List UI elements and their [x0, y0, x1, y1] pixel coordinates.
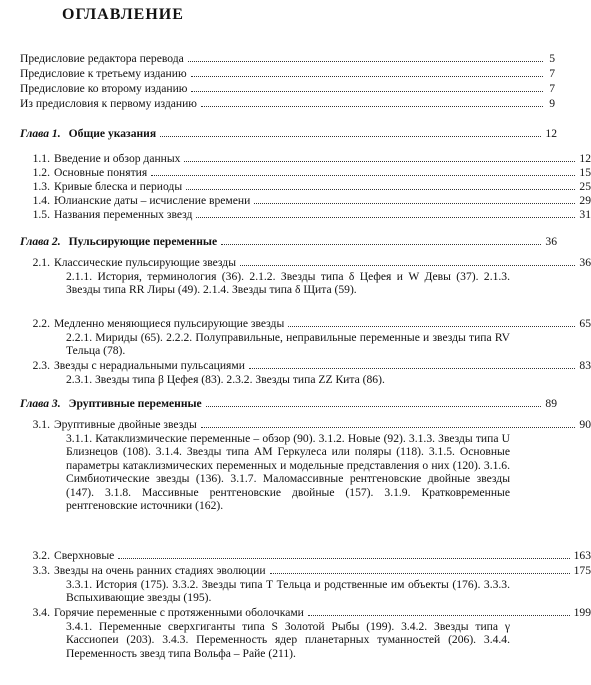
section-title: Кривые блеска и периоды [54, 180, 183, 193]
chapter-2-heading[interactable] [20, 235, 557, 249]
chapter-title: Общие указания [68, 127, 157, 140]
section-3-4[interactable] [20, 606, 591, 620]
section-title: Классические пульсирующие звезды [54, 256, 236, 269]
dot-leader [151, 175, 575, 176]
section-3-1[interactable] [20, 418, 591, 432]
chapter-label: Глава 2. [20, 235, 61, 248]
dot-leader [288, 326, 575, 327]
dot-leader [191, 76, 543, 77]
page-number: 83 [579, 359, 591, 372]
dot-leader [206, 406, 542, 407]
section-1-4[interactable] [20, 194, 591, 208]
section-2-1[interactable] [20, 256, 591, 270]
chapter-title: Эруптивные переменные [68, 397, 202, 410]
dot-leader [196, 217, 575, 218]
entry-title: Предисловие ко второму изданию [20, 82, 188, 95]
page-number: 65 [579, 317, 591, 330]
section-number: 1.4. [32, 194, 50, 207]
dot-leader [270, 573, 570, 574]
section-2-3[interactable] [20, 359, 591, 373]
entry-title: Из предисловия к первому изданию [20, 97, 197, 110]
dot-leader [221, 244, 541, 245]
section-number: 1.3. [32, 180, 50, 193]
section-title: Названия переменных звезд [54, 208, 193, 221]
page-number: 12 [579, 152, 591, 165]
section-title: Сверхновые [54, 549, 115, 562]
section-title: Основные понятия [54, 166, 148, 179]
dot-leader [186, 189, 575, 190]
section-number: 2.2. [32, 317, 50, 330]
section-number: 3.4. [32, 606, 50, 619]
chapter-1-heading[interactable] [20, 127, 557, 141]
entry-title: Предисловие к третьему изданию [20, 67, 187, 80]
dot-leader [160, 136, 541, 137]
chapter-label: Глава 3. [20, 397, 61, 410]
section-number: 2.3. [32, 359, 50, 372]
dot-leader [254, 203, 575, 204]
chapter-label: Глава 1. [20, 127, 61, 140]
chapter-title: Пульсирующие переменные [68, 235, 218, 248]
section-title: Горячие переменные с протяженными оболочками [54, 606, 304, 619]
page-number: 163 [573, 549, 591, 562]
toc-entry-front-4[interactable] [20, 97, 555, 111]
dot-leader [249, 368, 575, 369]
section-3-2[interactable] [20, 549, 591, 563]
section-number: 1.2. [32, 166, 50, 179]
section-title: Юлианские даты – исчисление времени [54, 194, 251, 207]
page-title: ОГЛАВЛЕНИЕ [62, 6, 184, 23]
subsections-3-3: 3.3.1. История (175). 3.3.2. Звезды типа Т Тельца и родственные им объекты (176). 3.3.3. Вспыхивающие звезды (195). [66, 578, 510, 605]
dot-leader [191, 91, 543, 92]
section-title: Эруптивные двойные звезды [54, 418, 197, 431]
section-number: 2.1. [32, 256, 50, 269]
subsections-3-4: 3.4.1. Переменные сверхгиганты типа S Золотой Рыбы (199). 3.4.2. Звезды типа γ Кассиопеи (203). 3.4.3. Переменность ядер планетарных туманностей (206). 3.4.4. Переменность звезд типа Вольфа – Райе (211). [66, 620, 510, 660]
page-number: 5 [549, 52, 555, 65]
section-number: 1.5. [32, 208, 50, 221]
section-number: 3.3. [32, 564, 50, 577]
page-number: 36 [579, 256, 591, 269]
section-title: Введение и обзор данных [54, 152, 181, 165]
dot-leader [201, 106, 543, 107]
section-number: 3.2. [32, 549, 50, 562]
section-title: Звезды с нерадиальными пульсациями [54, 359, 245, 372]
page-number: 9 [549, 97, 555, 110]
section-1-5[interactable] [20, 208, 591, 222]
page-number: 90 [579, 418, 591, 431]
section-3-3[interactable] [20, 564, 591, 578]
page-number: 12 [545, 127, 557, 140]
subsections-3-1: 3.1.1. Катаклизмические переменные – обзор (90). 3.1.2. Новые (92). 3.1.3. Звезды типа U Близнецов (108). 3.1.4. Звезды типа AM Геркулеса или поляры (118). 3.1.5. Основные параметры катаклизмических переменных и модельные представления о них (120). 3.1.6. Симбиотические звезды (136). 3.1.7. Маломассивные рентгеновские двойные звезды (147). 3.1.8. Массивные рентгеновские двойные (157). 3.1.9. Кратковременные рентгеновские источники (162). [66, 432, 510, 513]
dot-leader [201, 427, 576, 428]
section-number: 1.1. [32, 152, 50, 165]
subsections-2-2: 2.2.1. Мириды (65). 2.2.2. Полуправильные, неправильные переменные и звезды типа RV Тельца (78). [66, 331, 510, 358]
chapter-3-heading[interactable] [20, 397, 557, 411]
page-number: 31 [579, 208, 591, 221]
page-number: 199 [573, 606, 591, 619]
subsections-2-3: 2.3.1. Звезды типа β Цефея (83). 2.3.2. Звезды типа ZZ Кита (86). [66, 373, 385, 386]
entry-title: Предисловие редактора перевода [20, 52, 184, 65]
page-number: 29 [579, 194, 591, 207]
page-number: 7 [549, 82, 555, 95]
section-title: Медленно меняющиеся пульсирующие звезды [54, 317, 285, 330]
dot-leader [240, 265, 575, 266]
page-number: 175 [573, 564, 591, 577]
dot-leader [118, 558, 569, 559]
toc-entry-front-3[interactable] [20, 82, 555, 96]
section-2-2[interactable] [20, 317, 591, 331]
toc-entry-front-1[interactable] [20, 52, 555, 66]
page-number: 7 [549, 67, 555, 80]
section-number: 3.1. [32, 418, 50, 431]
section-1-1[interactable] [20, 152, 591, 166]
page-number: 89 [545, 397, 557, 410]
dot-leader [308, 615, 570, 616]
dot-leader [188, 61, 543, 62]
section-title: Звезды на очень ранних стадиях эволюции [54, 564, 266, 577]
page-number: 36 [545, 235, 557, 248]
section-1-3[interactable] [20, 180, 591, 194]
section-1-2[interactable] [20, 166, 591, 180]
subsections-2-1: 2.1.1. История, терминология (36). 2.1.2. Звезды типа δ Цефея и W Девы (37). 2.1.3. Звезды типа RR Лиры (49). 2.1.4. Звезды типа δ Щита (59). [66, 270, 510, 297]
dot-leader [184, 161, 575, 162]
page-number: 15 [579, 166, 591, 179]
toc-entry-front-2[interactable] [20, 67, 555, 81]
page-number: 25 [579, 180, 591, 193]
